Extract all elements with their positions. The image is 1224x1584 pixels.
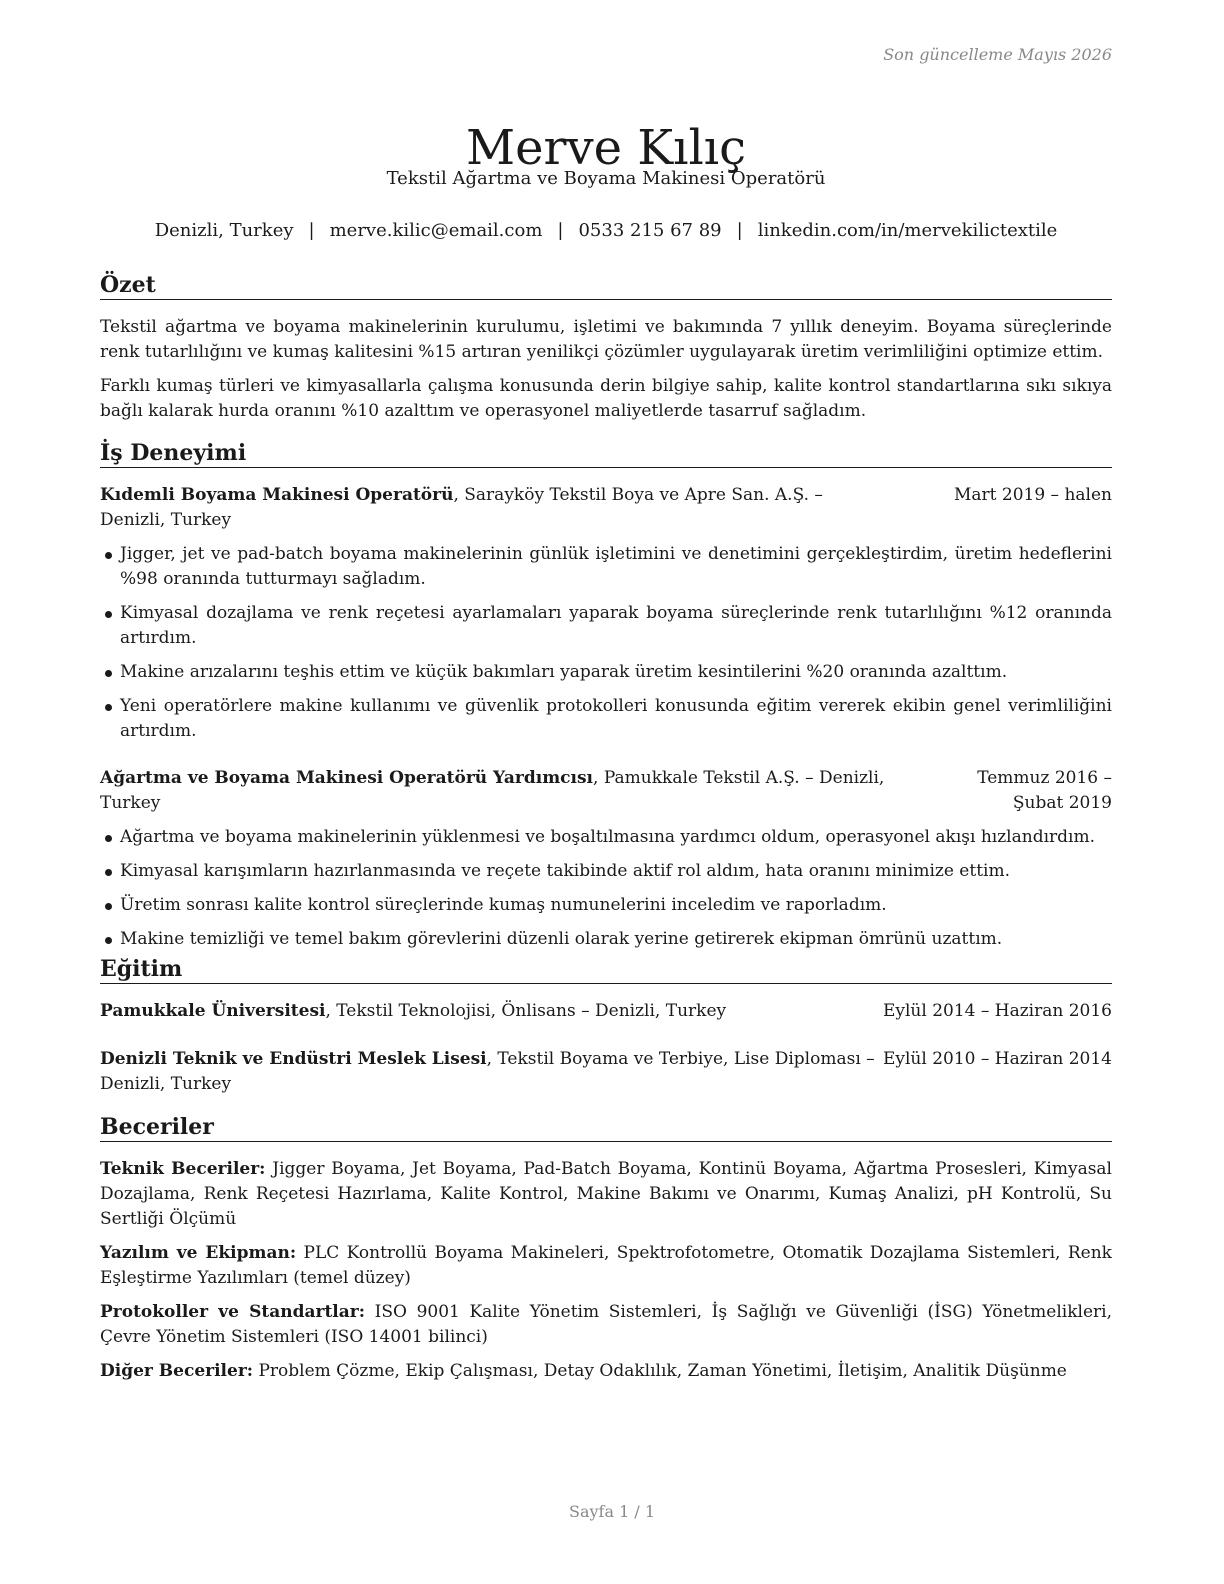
list-item: Makine arızalarını teşhis ettim ve küçük bakımları yaparak üretim kesintilerini %20 oranında azalttım. [100, 660, 1112, 685]
job-header [100, 766, 1112, 816]
skill-group-text: Jigger Boyama, Jet Boyama, Pad-Batch Boyama, Kontinü Boyama, Ağartma Prosesleri, Kimyasal Dozajlama, Renk Reçetesi Hazırlama, Kalite Kontrol, Makine Bakımı ve Onarımı, Kumaş Analizi, pH Kontrolü, Su Sertliği Ölçümü [100, 1159, 1112, 1229]
summary-paragraph: Farklı kumaş türleri ve kimyasallarla çalışma konusunda derin bilgiye sahip, kalite kontrol standartlarına sıkı sıkıya bağlı kalarak hurda oranını %10 azalttım ve operasyonel maliyetlerde tasarruf sağladım. [100, 376, 1112, 421]
list-item: Ağartma ve boyama makinelerinin yüklenmesi ve boşaltılmasına yardımcı oldum, operasyonel akışı hızlandırdım. [100, 825, 1112, 850]
education-school-detail [100, 999, 883, 1024]
section-heading-summary: Özet [100, 271, 1112, 300]
job-entry [100, 766, 1112, 952]
job-role-company [100, 766, 962, 816]
education-school: Denizli Teknik ve Endüstri Meslek Lisesi [100, 1049, 487, 1069]
job-bullets [100, 825, 1112, 952]
contact-phone: 0533 215 67 89 [578, 220, 722, 241]
job-company: , Pamukkale Tekstil A.Ş. – Denizli, Turkey [100, 768, 885, 813]
list-item: Jigger, jet ve pad-batch boyama makinelerinin günlük işletimini ve denetimini gerçekleştirdim, üretim hedeflerini %98 oranında tutturmayı sağladım. [100, 542, 1112, 592]
skill-group-label: Diğer Beceriler: [100, 1361, 254, 1381]
education-entry [100, 999, 1112, 1024]
section-heading-education: Eğitim [100, 955, 1112, 984]
list-item: Yeni operatörlere makine kullanımı ve güvenlik protokolleri konusunda eğitim vererek ekibin genel verimliliğini artırdım. [100, 694, 1112, 744]
candidate-name: Merve Kılıç [465, 120, 747, 177]
list-item: Kimyasal dozajlama ve renk reçetesi ayarlamaları yaparak boyama süreçlerinde renk tutarlılığını %12 oranında artırdım. [100, 601, 1112, 651]
skill-group [100, 1157, 1112, 1232]
job-dates: Temmuz 2016 – Şubat 2019 [977, 768, 1112, 813]
skill-group-label: Teknik Beceriler: [100, 1159, 266, 1179]
education-detail: , Tekstil Boyama ve Terbiye, Lise Diploması – Denizli, Turkey [100, 1049, 875, 1094]
job-role-company [100, 483, 954, 533]
skill-group [100, 1241, 1112, 1291]
education-detail: , Tekstil Teknolojisi, Önlisans – Denizli, Turkey [325, 1001, 727, 1021]
contact-separator: | [308, 220, 315, 241]
education-dates: Eylül 2014 – Haziran 2016 [882, 1001, 1112, 1021]
education-school-detail [100, 1047, 883, 1097]
job-entry [100, 483, 1112, 744]
job-role: Kıdemli Boyama Makinesi Operatörü [100, 485, 454, 505]
contact-location: Denizli, Turkey [154, 220, 294, 241]
contact-linkedin[interactable]: linkedin.com/in/mervekilictextile [757, 220, 1058, 241]
page-number: Sayfa 1 / 1 [568, 1502, 655, 1521]
job-title: Tekstil Ağartma ve Boyama Makinesi Operatörü [386, 168, 826, 189]
job-bullets [100, 542, 1112, 744]
skills-section [100, 1113, 1112, 1384]
section-heading-skills: Beceriler [100, 1113, 1112, 1142]
skill-group [100, 1359, 1112, 1384]
contact-separator: | [736, 220, 743, 241]
job-company: , Sarayköy Tekstil Boya ve Apre San. A.Ş. – Denizli, Turkey [100, 485, 823, 530]
skill-group-label: Protokoller ve Standartlar: [100, 1302, 365, 1322]
contact-line [100, 219, 1112, 243]
education-section [100, 955, 1112, 1097]
contact-email[interactable]: merve.kilic@email.com [329, 220, 543, 241]
education-school: Pamukkale Üniversitesi [100, 1001, 326, 1021]
job-dates: Mart 2019 – halen [953, 485, 1112, 505]
skill-group-text: ISO 9001 Kalite Yönetim Sistemleri, İş Sağlığı ve Güvenliği (İSG) Yönetmelikleri, Çevre Yönetim Sistemleri (ISO 14001 bilinci) [100, 1302, 1112, 1347]
skill-group-text: PLC Kontrollü Boyama Makineleri, Spektrofotometre, Otomatik Dozajlama Sistemleri, Renk Eşleştirme Yazılımları (temel düzey) [100, 1243, 1112, 1288]
education-dates: Eylül 2010 – Haziran 2014 [882, 1049, 1112, 1069]
summary-section [100, 271, 1112, 424]
list-item: Makine temizliği ve temel bakım görevlerini düzenli olarak yerine getirerek ekipman ömrünü uzattım. [100, 927, 1112, 952]
summary-paragraph: Tekstil ağartma ve boyama makinelerinin kurulumu, işletimi ve bakımında 7 yıllık deneyim. Boyama süreçlerinde renk tutarlılığını ve kumaş kalitesini %15 artıran yenilikçi çözümler uygulayarak üretim verimliliğini optimize ettim. [100, 317, 1112, 362]
job-role: Ağartma ve Boyama Makinesi Operatörü Yardımcısı [100, 768, 594, 788]
job-header [100, 483, 1112, 533]
skill-group-text: Problem Çözme, Ekip Çalışması, Detay Odaklılık, Zaman Yönetimi, İletişim, Analitik Düşünme [253, 1361, 1067, 1381]
section-heading-experience: İş Deneyimi [100, 439, 1112, 468]
experience-section [100, 439, 1112, 952]
skill-group [100, 1300, 1112, 1350]
contact-separator: | [557, 220, 564, 241]
list-item: Kimyasal karışımların hazırlanmasında ve reçete takibinde aktif rol aldım, hata oranını minimize ettim. [100, 859, 1112, 884]
education-entry [100, 1047, 1112, 1097]
list-item: Üretim sonrası kalite kontrol süreçlerinde kumaş numunelerini inceledim ve raporladım. [100, 893, 1112, 918]
skill-group-label: Yazılım ve Ekipman: [100, 1243, 297, 1263]
last-updated: Son güncelleme Mayıs 2026 [883, 45, 1112, 64]
